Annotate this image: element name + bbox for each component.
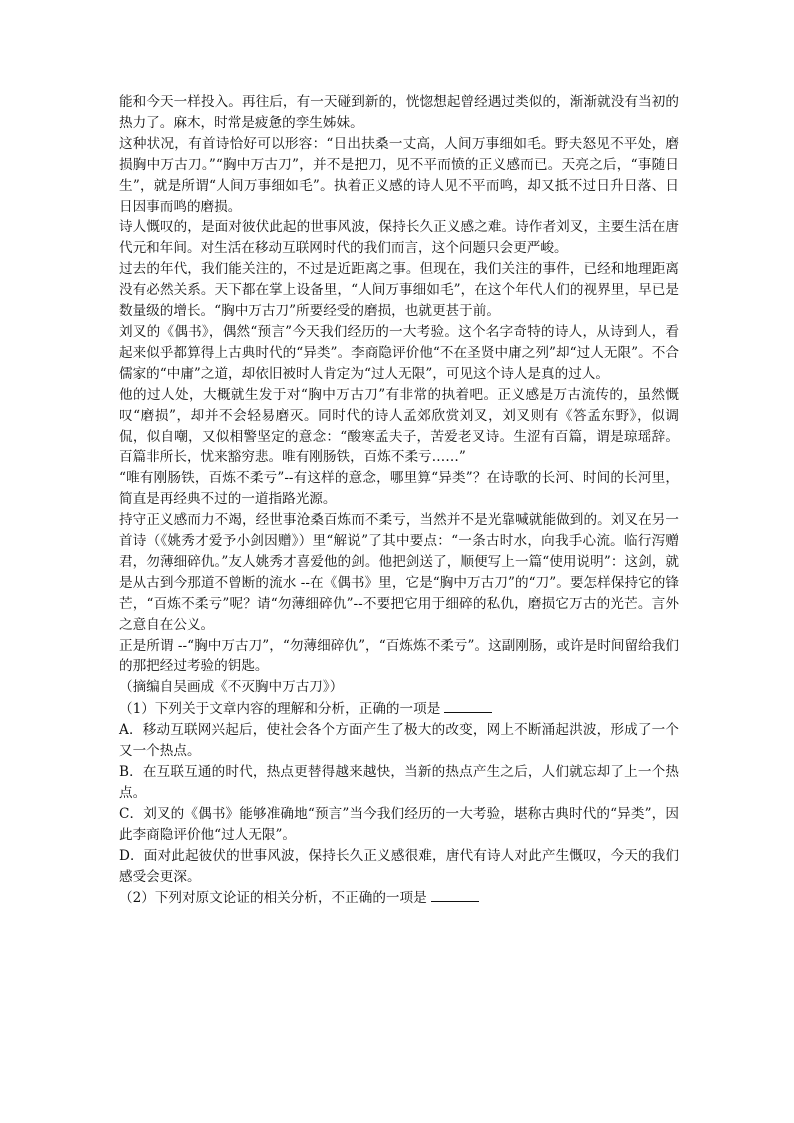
document-page [119,92,679,909]
source-citation: （摘编自吴画成《不灭胸中万古刀》） [119,679,344,696]
paragraph-9: 正是所谓 --“胸中万古刀”，“勿薄细碎仇”，“百炼炼不柔亏”。这副刚肠，或许是时间留给我们的那把经过考验的钥匙。 [119,637,679,675]
question-1-stem: （1）下列关于文章内容的理解和分析，正确的一项是 [119,698,679,720]
paragraph-7: “唯有刚肠铁，百炼不柔亏”--有这样的意念，哪里算“异类”？在诗歌的长河、时间的长河里，简直是再经典不过的一道指路光源。 [119,470,679,508]
paragraph-4: 过去的年代，我们能关注的，不过是近距离之事。但现在，我们关注的事件，已经和地理距离没有必然关系。天下都在掌上设备里，“人间万事细如毛”，在这个年代人们的视界里，早已是数量级的增长。“胸中万古刀”所要经受的磨损，也就更甚于前。 [119,261,679,320]
question-1-option-c: C．刘叉的《偶书》能够准确地“预言”当今我们经历的一大考验，堪称古典时代的“异类”，因此李商隐评价他“过人无限”。 [119,805,679,843]
paragraph-8: 持守正义感而力不竭，经世事沧桑百炼而不柔亏，当然并不是光靠喊就能做到的。刘叉在另一首诗（《姚秀才爱予小剑因赠》）里“解说”了其中要点：“一条古时水，向我手心流。临行泻赠君，勿薄细碎仇。”友人姚秀才喜爱他的剑。他把剑送了，顺便写上一篇“使用说明”：这剑，就是从古到今那道不曾断的流水 --在《偶书》里，它是“胸中万古刀”的“刀”。要怎样保持它的锋芒，“百炼不柔亏”呢？请“勿薄细碎仇”--不要把它用于细碎的私仇，磨损它万古的光芒。言外之意自在公义。 [119,512,679,633]
paragraph-2: 这种状况，有首诗恰好可以形容：“日出扶桑一丈高，人间万事细如毛。野夫怒见不平处，磨损胸中万古刀。”“胸中万古刀”，并不是把刀，见不平而愤的正义感而已。天亮之后，“事随日生”，就是所谓“人间万事细如毛”。执着正义感的诗人见不平而鸣，却又抵不过日升日落、日日因事而鸣的磨损。 [119,135,679,215]
question-1-option-d: D．面对此起彼伏的世事风波，保持长久正义感很难，唐代有诗人对此产生慨叹，今天的我们感受会更深。 [119,847,679,885]
paragraph-5: 刘叉的《偶书》，偶然“预言”今天我们经历的一大考验。这个名字奇特的诗人，从诗到人，看起来似乎都算得上古典时代的“异类”。李商隐评价他“不在圣贤中庸之列”却“过人无限”。不合儒家的“中庸”之道，却依旧被时人肯定为“过人无限”，可见这个诗人是真的过人。 [119,323,679,382]
answer-blank [444,698,492,713]
paragraph-3: 诗人慨叹的，是面对彼伏此起的世事风波，保持长久正义感之难。诗作者刘叉，主要生活在唐代元和年间。对生活在移动互联网时代的我们而言，这个问题只会更严峻。 [119,219,679,257]
paragraph-1: 能和今天一样投入。再往后，有一天碰到新的，恍惚想起曾经遇过类似的，渐渐就没有当初的热力了。麻木，时常是疲惫的孪生姊妹。 [119,94,679,131]
question-2-stem: （2）下列对原文论证的相关分析，不正确的一项是 [119,887,679,909]
question-1-option-b: B．在互联互通的时代，热点更替得越来越快，当新的热点产生之后，人们就忘却了上一个热点。 [119,764,679,801]
paragraph-6: 他的过人处，大概就生发于对“胸中万古刀”有非常的执着吧。正义感是万古流传的，虽然慨叹“磨损”，却并不会轻易磨灭。同时代的诗人孟郊欣赏刘叉，刘叉则有《答孟东野》，似调侃，似自嘲，又似相警坚定的意念：“酸寒孟夫子，苦爱老叉诗。生涩有百篇，谓是琼瑶辞。百篇非所长，忧来豁穷悲。唯有刚肠铁，百炼不柔亏……” [119,386,679,466]
answer-blank [431,887,479,902]
question-1-option-a: A．移动互联网兴起后，使社会各个方面产生了极大的改变，网上不断涌起洪波，形成了一个又一个热点。 [119,722,679,760]
